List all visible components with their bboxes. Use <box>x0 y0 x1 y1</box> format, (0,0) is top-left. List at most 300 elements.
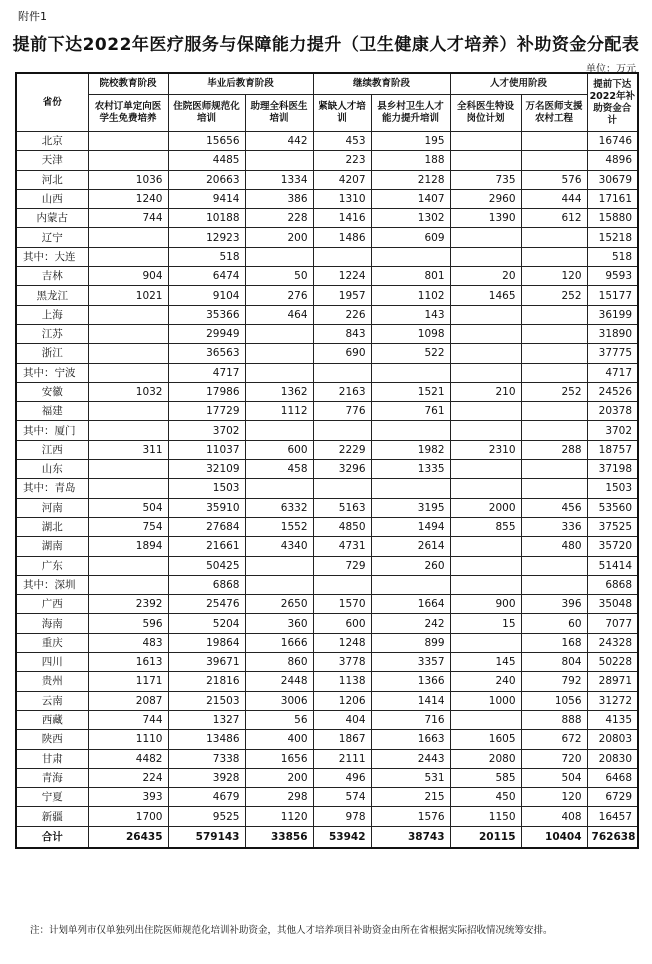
value-cell: 37198 <box>587 460 638 479</box>
value-cell <box>245 363 313 382</box>
value-cell: 1486 <box>313 228 371 247</box>
value-cell: 585 <box>450 768 521 787</box>
province-cell: 江西 <box>16 440 88 459</box>
value-cell: 4482 <box>88 749 168 768</box>
value-cell <box>88 228 168 247</box>
value-cell: 1032 <box>88 382 168 401</box>
value-cell: 311 <box>88 440 168 459</box>
value-cell <box>450 344 521 363</box>
total-cell: 53942 <box>313 826 371 848</box>
value-cell <box>371 575 450 594</box>
value-cell <box>371 363 450 382</box>
province-cell: 湖南 <box>16 537 88 556</box>
table-row <box>16 807 638 826</box>
table-row <box>16 440 638 459</box>
value-cell: 5204 <box>168 614 245 633</box>
unit-label: 单位：万元 <box>586 64 636 75</box>
value-cell <box>521 402 587 421</box>
value-cell: 223 <box>313 151 371 170</box>
table-row <box>16 730 638 749</box>
province-cell: 其中：青岛 <box>16 479 88 498</box>
value-cell: 1552 <box>245 517 313 536</box>
value-cell: 600 <box>245 440 313 459</box>
value-cell: 1414 <box>371 691 450 710</box>
value-cell: 504 <box>521 768 587 787</box>
value-cell: 9414 <box>168 189 245 208</box>
value-cell: 1150 <box>450 807 521 826</box>
value-cell: 50 <box>245 267 313 286</box>
value-cell: 801 <box>371 267 450 286</box>
value-cell: 1503 <box>168 479 245 498</box>
value-cell: 843 <box>313 324 371 343</box>
value-cell: 11037 <box>168 440 245 459</box>
table-row <box>16 653 638 672</box>
value-cell: 1613 <box>88 653 168 672</box>
province-cell: 山东 <box>16 460 88 479</box>
value-cell: 360 <box>245 614 313 633</box>
value-cell: 226 <box>313 305 371 324</box>
province-cell: 内蒙古 <box>16 209 88 228</box>
value-cell: 2000 <box>450 498 521 517</box>
total-cell: 38743 <box>371 826 450 848</box>
value-cell: 1224 <box>313 267 371 286</box>
province-cell: 西藏 <box>16 710 88 729</box>
value-cell: 2080 <box>450 749 521 768</box>
value-cell: 3296 <box>313 460 371 479</box>
value-cell <box>313 247 371 266</box>
value-cell: 9104 <box>168 286 245 305</box>
province-cell: 山西 <box>16 189 88 208</box>
value-cell: 25476 <box>168 595 245 614</box>
value-cell: 2111 <box>313 749 371 768</box>
value-cell: 1120 <box>245 807 313 826</box>
value-cell <box>88 575 168 594</box>
value-cell: 4850 <box>313 517 371 536</box>
value-cell <box>521 575 587 594</box>
value-cell <box>450 132 521 151</box>
value-cell: 6474 <box>168 267 245 286</box>
value-cell: 24526 <box>587 382 638 401</box>
value-cell <box>371 421 450 440</box>
value-cell: 288 <box>521 440 587 459</box>
value-cell: 776 <box>313 402 371 421</box>
value-cell: 2087 <box>88 691 168 710</box>
value-cell: 20 <box>450 267 521 286</box>
value-cell: 2163 <box>313 382 371 401</box>
value-cell: 4207 <box>313 170 371 189</box>
value-cell: 1576 <box>371 807 450 826</box>
value-cell: 1327 <box>168 710 245 729</box>
value-cell <box>88 247 168 266</box>
value-cell: 518 <box>168 247 245 266</box>
value-cell: 195 <box>371 132 450 151</box>
value-cell <box>521 363 587 382</box>
value-cell <box>245 575 313 594</box>
value-cell: 7077 <box>587 614 638 633</box>
value-cell: 56 <box>245 710 313 729</box>
attachment-label: 附件1 <box>18 10 47 23</box>
value-cell <box>88 305 168 324</box>
value-cell: 1656 <box>245 749 313 768</box>
value-cell: 37525 <box>587 517 638 536</box>
value-cell: 1362 <box>245 382 313 401</box>
province-cell: 湖北 <box>16 517 88 536</box>
value-cell: 252 <box>521 286 587 305</box>
value-cell <box>245 556 313 575</box>
table-row <box>16 132 638 151</box>
value-cell: 904 <box>88 267 168 286</box>
value-cell: 3702 <box>587 421 638 440</box>
table-row <box>16 189 638 208</box>
total-cell: 762638 <box>587 826 638 848</box>
value-cell: 12923 <box>168 228 245 247</box>
header-c2: 住院医师规范化培训 <box>168 95 245 132</box>
province-cell: 天津 <box>16 151 88 170</box>
value-cell: 252 <box>521 382 587 401</box>
value-cell: 188 <box>371 151 450 170</box>
province-cell: 广东 <box>16 556 88 575</box>
header-province: 省份 <box>16 73 88 132</box>
province-cell: 甘肃 <box>16 749 88 768</box>
header-c1: 农村订单定向医学生免费培养 <box>88 95 168 132</box>
table-row <box>16 672 638 691</box>
value-cell: 1110 <box>88 730 168 749</box>
value-cell: 1000 <box>450 691 521 710</box>
value-cell <box>450 460 521 479</box>
value-cell <box>313 421 371 440</box>
table-row <box>16 633 638 652</box>
value-cell: 2128 <box>371 170 450 189</box>
value-cell: 522 <box>371 344 450 363</box>
value-cell: 609 <box>371 228 450 247</box>
value-cell: 28971 <box>587 672 638 691</box>
value-cell: 729 <box>313 556 371 575</box>
province-cell: 其中：宁波 <box>16 363 88 382</box>
province-cell: 其中：深圳 <box>16 575 88 594</box>
value-cell <box>521 324 587 343</box>
table-row <box>16 151 638 170</box>
province-cell: 云南 <box>16 691 88 710</box>
value-cell: 27684 <box>168 517 245 536</box>
value-cell: 1171 <box>88 672 168 691</box>
value-cell: 744 <box>88 209 168 228</box>
value-cell <box>521 228 587 247</box>
value-cell: 24328 <box>587 633 638 652</box>
value-cell: 15 <box>450 614 521 633</box>
value-cell: 442 <box>245 132 313 151</box>
value-cell: 1102 <box>371 286 450 305</box>
allocation-table <box>15 72 639 849</box>
value-cell: 396 <box>521 595 587 614</box>
value-cell <box>88 402 168 421</box>
value-cell: 20378 <box>587 402 638 421</box>
value-cell: 483 <box>88 633 168 652</box>
value-cell: 336 <box>521 517 587 536</box>
value-cell: 15880 <box>587 209 638 228</box>
page-title: 提前下达2022年医疗服务与保障能力提升（卫生健康人才培养）补助资金分配表 <box>12 35 640 55</box>
total-cell: 26435 <box>88 826 168 848</box>
table-row <box>16 595 638 614</box>
value-cell <box>450 710 521 729</box>
value-cell: 32109 <box>168 460 245 479</box>
value-cell <box>521 460 587 479</box>
value-cell: 1605 <box>450 730 521 749</box>
value-cell <box>88 132 168 151</box>
table-row <box>16 209 638 228</box>
value-cell: 504 <box>88 498 168 517</box>
table-row <box>16 575 638 594</box>
value-cell: 228 <box>245 209 313 228</box>
value-cell: 4485 <box>168 151 245 170</box>
province-cell: 新疆 <box>16 807 88 826</box>
header-group-cont: 继续教育阶段 <box>313 73 450 95</box>
value-cell: 1894 <box>88 537 168 556</box>
value-cell: 3357 <box>371 653 450 672</box>
value-cell: 2392 <box>88 595 168 614</box>
value-cell <box>313 575 371 594</box>
value-cell: 260 <box>371 556 450 575</box>
value-cell <box>450 247 521 266</box>
value-cell: 143 <box>371 305 450 324</box>
value-cell <box>371 247 450 266</box>
value-cell: 35910 <box>168 498 245 517</box>
total-cell: 10404 <box>521 826 587 848</box>
value-cell: 1021 <box>88 286 168 305</box>
table-body <box>16 132 638 827</box>
value-cell: 2229 <box>313 440 371 459</box>
header-group-use: 人才使用阶段 <box>450 73 587 95</box>
value-cell: 210 <box>450 382 521 401</box>
value-cell: 496 <box>313 768 371 787</box>
value-cell: 50425 <box>168 556 245 575</box>
value-cell: 200 <box>245 228 313 247</box>
value-cell <box>450 479 521 498</box>
header-group-post: 毕业后教育阶段 <box>168 73 313 95</box>
value-cell: 792 <box>521 672 587 691</box>
value-cell: 36199 <box>587 305 638 324</box>
header-group-school: 院校教育阶段 <box>88 73 168 95</box>
value-cell: 30679 <box>587 170 638 189</box>
value-cell: 242 <box>371 614 450 633</box>
table-row <box>16 170 638 189</box>
value-cell: 15177 <box>587 286 638 305</box>
value-cell: 1570 <box>313 595 371 614</box>
value-cell: 1138 <box>313 672 371 691</box>
value-cell: 1663 <box>371 730 450 749</box>
value-cell <box>521 247 587 266</box>
value-cell: 1366 <box>371 672 450 691</box>
value-cell <box>88 363 168 382</box>
value-cell: 215 <box>371 788 450 807</box>
value-cell: 120 <box>521 788 587 807</box>
table-row <box>16 286 638 305</box>
province-cell: 其中：厦门 <box>16 421 88 440</box>
value-cell: 744 <box>88 710 168 729</box>
value-cell: 51414 <box>587 556 638 575</box>
total-label: 合计 <box>16 826 88 848</box>
value-cell <box>450 151 521 170</box>
table-row <box>16 517 638 536</box>
value-cell: 3778 <box>313 653 371 672</box>
value-cell: 1700 <box>88 807 168 826</box>
value-cell: 1302 <box>371 209 450 228</box>
table-row <box>16 710 638 729</box>
value-cell <box>450 363 521 382</box>
value-cell: 15656 <box>168 132 245 151</box>
value-cell: 224 <box>88 768 168 787</box>
value-cell <box>88 556 168 575</box>
value-cell <box>521 151 587 170</box>
value-cell <box>450 421 521 440</box>
table-row <box>16 421 638 440</box>
table-row <box>16 344 638 363</box>
value-cell: 855 <box>450 517 521 536</box>
header-total: 提前下达2022年补助资金合计 <box>587 73 638 132</box>
value-cell: 6332 <box>245 498 313 517</box>
value-cell: 29949 <box>168 324 245 343</box>
value-cell: 404 <box>313 710 371 729</box>
value-cell: 1098 <box>371 324 450 343</box>
value-cell: 899 <box>371 633 450 652</box>
value-cell: 1112 <box>245 402 313 421</box>
value-cell: 2614 <box>371 537 450 556</box>
value-cell: 4135 <box>587 710 638 729</box>
value-cell <box>450 228 521 247</box>
value-cell: 1206 <box>313 691 371 710</box>
value-cell <box>521 421 587 440</box>
value-cell: 3702 <box>168 421 245 440</box>
value-cell: 453 <box>313 132 371 151</box>
header-c4: 紧缺人才培训 <box>313 95 371 132</box>
value-cell: 4731 <box>313 537 371 556</box>
value-cell: 21503 <box>168 691 245 710</box>
value-cell <box>450 575 521 594</box>
value-cell: 978 <box>313 807 371 826</box>
value-cell <box>88 479 168 498</box>
value-cell <box>450 305 521 324</box>
value-cell: 276 <box>245 286 313 305</box>
value-cell <box>88 344 168 363</box>
value-cell: 1310 <box>313 189 371 208</box>
value-cell: 1521 <box>371 382 450 401</box>
province-cell: 吉林 <box>16 267 88 286</box>
value-cell: 1494 <box>371 517 450 536</box>
value-cell: 1867 <box>313 730 371 749</box>
value-cell: 804 <box>521 653 587 672</box>
value-cell <box>521 305 587 324</box>
value-cell: 754 <box>88 517 168 536</box>
table-row <box>16 247 638 266</box>
header-c5: 县乡村卫生人才能力提升培训 <box>371 95 450 132</box>
value-cell: 4717 <box>587 363 638 382</box>
value-cell: 1248 <box>313 633 371 652</box>
value-cell: 9525 <box>168 807 245 826</box>
table-row <box>16 556 638 575</box>
value-cell <box>450 556 521 575</box>
value-cell: 17729 <box>168 402 245 421</box>
table-row <box>16 228 638 247</box>
value-cell: 672 <box>521 730 587 749</box>
value-cell: 400 <box>245 730 313 749</box>
header-c6: 全科医生特设岗位计划 <box>450 95 521 132</box>
value-cell <box>88 460 168 479</box>
value-cell: 4679 <box>168 788 245 807</box>
value-cell <box>245 479 313 498</box>
value-cell: 1957 <box>313 286 371 305</box>
value-cell: 761 <box>371 402 450 421</box>
value-cell: 20830 <box>587 749 638 768</box>
total-cell: 33856 <box>245 826 313 848</box>
value-cell: 2960 <box>450 189 521 208</box>
value-cell: 15218 <box>587 228 638 247</box>
value-cell: 888 <box>521 710 587 729</box>
value-cell: 1503 <box>587 479 638 498</box>
value-cell: 600 <box>313 614 371 633</box>
table-row <box>16 305 638 324</box>
province-cell: 海南 <box>16 614 88 633</box>
value-cell: 1666 <box>245 633 313 652</box>
footnote: 注：计划单列市仅单独列出住院医师规范化培训补助资金，其他人才培养项目补助资金由所在省根据实际招收情况统筹安排。 <box>30 925 553 936</box>
value-cell: 2310 <box>450 440 521 459</box>
table-row <box>16 402 638 421</box>
value-cell: 16746 <box>587 132 638 151</box>
value-cell: 3006 <box>245 691 313 710</box>
value-cell: 480 <box>521 537 587 556</box>
value-cell: 1664 <box>371 595 450 614</box>
header-c7: 万名医师支援农村工程 <box>521 95 587 132</box>
value-cell: 458 <box>245 460 313 479</box>
value-cell: 1390 <box>450 209 521 228</box>
value-cell <box>521 344 587 363</box>
value-cell: 6868 <box>587 575 638 594</box>
value-cell: 35366 <box>168 305 245 324</box>
value-cell: 531 <box>371 768 450 787</box>
value-cell: 200 <box>245 768 313 787</box>
province-cell: 福建 <box>16 402 88 421</box>
value-cell: 518 <box>587 247 638 266</box>
value-cell: 2443 <box>371 749 450 768</box>
value-cell: 450 <box>450 788 521 807</box>
value-cell: 6468 <box>587 768 638 787</box>
province-cell: 宁夏 <box>16 788 88 807</box>
value-cell <box>313 479 371 498</box>
table-row <box>16 788 638 807</box>
province-cell: 贵州 <box>16 672 88 691</box>
value-cell: 37775 <box>587 344 638 363</box>
header-c3: 助理全科医生培训 <box>245 95 313 132</box>
value-cell: 50228 <box>587 653 638 672</box>
value-cell <box>521 132 587 151</box>
value-cell: 6868 <box>168 575 245 594</box>
value-cell: 39671 <box>168 653 245 672</box>
province-cell: 河北 <box>16 170 88 189</box>
value-cell: 1407 <box>371 189 450 208</box>
table-row <box>16 382 638 401</box>
value-cell: 20803 <box>587 730 638 749</box>
value-cell <box>88 421 168 440</box>
value-cell <box>245 421 313 440</box>
value-cell: 120 <box>521 267 587 286</box>
province-cell: 其中：大连 <box>16 247 88 266</box>
value-cell: 576 <box>521 170 587 189</box>
value-cell: 17986 <box>168 382 245 401</box>
province-cell: 河南 <box>16 498 88 517</box>
value-cell: 19864 <box>168 633 245 652</box>
value-cell: 2650 <box>245 595 313 614</box>
province-cell: 辽宁 <box>16 228 88 247</box>
value-cell: 18757 <box>587 440 638 459</box>
value-cell: 1056 <box>521 691 587 710</box>
